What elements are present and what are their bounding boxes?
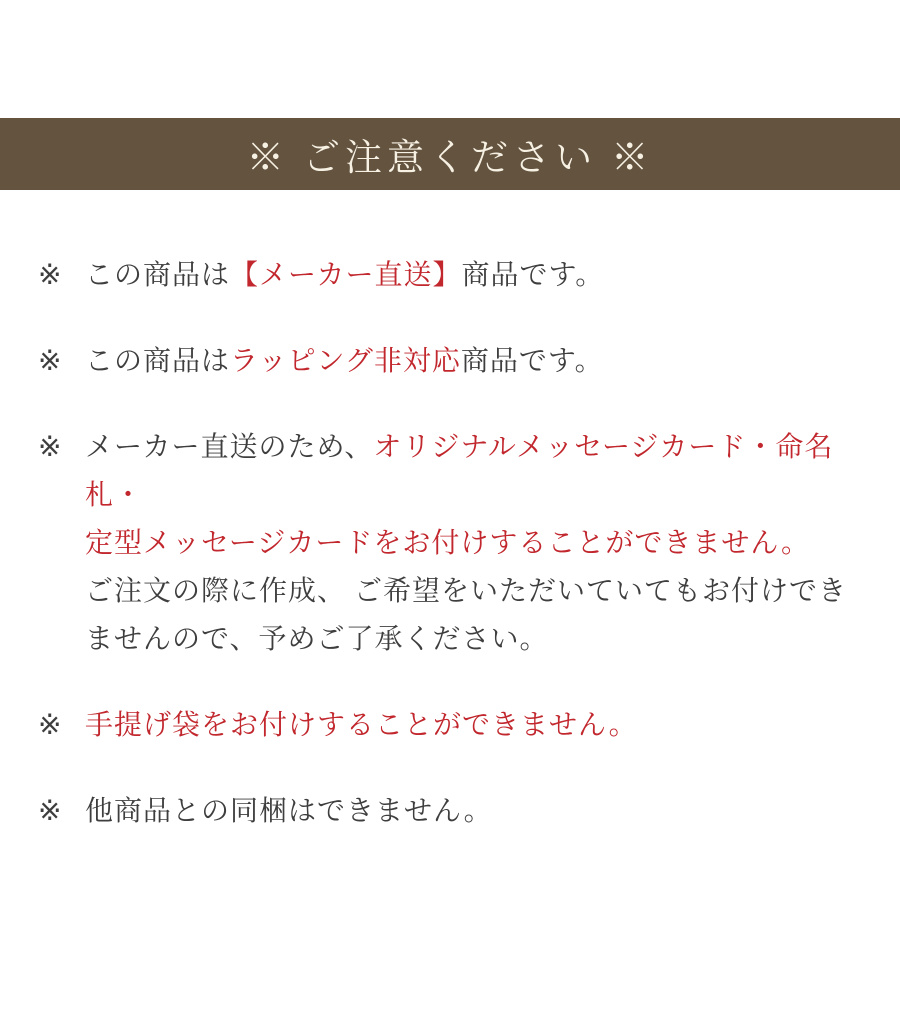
notice-item-no-bundling	[38, 788, 874, 836]
text-segment: 他商品との同梱はできません。	[85, 796, 493, 827]
text-segment: メーカー直送のため、	[85, 432, 374, 463]
notice-text	[85, 424, 874, 664]
text-segment-highlight: 定型メッセージカードをお付けすることができません。	[85, 528, 811, 559]
text-segment: ご注文の際に作成、 ご希望をいただいていてもお付けでき	[85, 576, 848, 607]
notice-text	[85, 252, 604, 300]
notice-text	[85, 702, 638, 750]
reference-mark: ※	[38, 710, 62, 741]
notice-text	[85, 788, 493, 836]
text-segment-highlight: ラッピング非対応	[230, 346, 461, 377]
reference-mark: ※	[38, 796, 62, 827]
text-segment-highlight: 手提げ袋をお付けすることができません。	[85, 710, 638, 741]
text-segment: この商品は	[85, 260, 231, 291]
text-segment-highlight: オリジナルメッセージカード・命名札・	[85, 432, 834, 511]
notice-banner	[0, 118, 900, 190]
text-segment: 商品です。	[461, 260, 605, 291]
notice-item-no-carrier-bag	[38, 702, 874, 750]
text-segment: 商品です。	[460, 346, 604, 377]
text-segment: この商品は	[85, 346, 231, 377]
reference-mark: ※	[38, 260, 62, 291]
text-segment-highlight: 【メーカー直送】	[230, 260, 462, 291]
notice-list	[0, 190, 900, 836]
text-segment: ませんので、予めご了承ください。	[85, 624, 549, 655]
notice-item-no-wrapping	[38, 338, 874, 386]
notice-item-no-message-card	[38, 424, 874, 664]
reference-mark: ※	[38, 432, 62, 463]
banner-title: ※ ご注意ください ※	[246, 138, 654, 179]
notice-text	[85, 338, 604, 386]
notice-item-maker-direct	[38, 252, 874, 300]
reference-mark: ※	[38, 346, 62, 377]
